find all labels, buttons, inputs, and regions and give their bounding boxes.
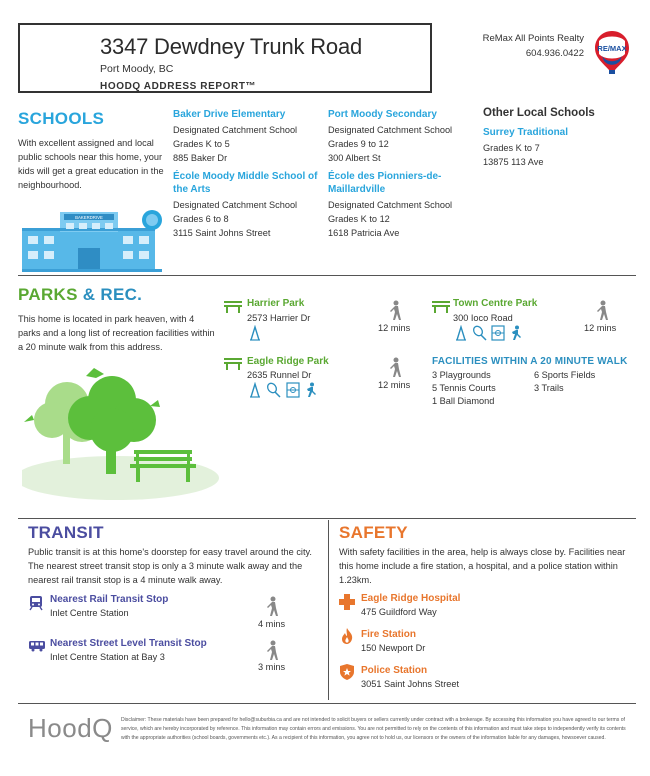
park-illustration xyxy=(22,360,227,500)
school-grades: Grades K to 7 xyxy=(483,143,540,153)
school-name[interactable]: Surrey Traditional xyxy=(483,127,569,138)
tennis-icon xyxy=(266,382,282,398)
safety-title: SAFETY xyxy=(339,523,408,542)
walk-time: 12 mins xyxy=(378,323,411,333)
safety-facility-name[interactable]: Police Station xyxy=(361,665,428,676)
city-line: Port Moody, BC xyxy=(100,63,174,75)
walking-person-icon xyxy=(596,300,610,322)
walk-time: 3 mins xyxy=(258,662,286,672)
school-type: Designated Catchment School xyxy=(173,200,298,210)
flame-icon xyxy=(341,628,353,644)
trail-runner-icon xyxy=(305,382,317,398)
walk-time: 12 mins xyxy=(378,380,411,390)
school-sign-text: BAKERDRIVE xyxy=(75,215,103,220)
school-building-icon xyxy=(22,206,168,272)
police-badge-icon xyxy=(340,664,354,680)
remax-logo-text: RE/MAX xyxy=(597,44,627,53)
parks-title-rec: & REC. xyxy=(82,285,143,304)
parks-title xyxy=(18,285,142,305)
walking-person-icon xyxy=(389,300,403,322)
playground-icon xyxy=(248,325,262,341)
school-card xyxy=(483,126,633,169)
school-address: 1618 Patricia Ave xyxy=(328,228,400,238)
park-bench-icon xyxy=(224,356,242,370)
facility-item: 5 Tennis Courts xyxy=(432,383,496,393)
school-address: 300 Albert St xyxy=(328,153,381,163)
school-address: 885 Baker Dr xyxy=(173,153,228,163)
park-name[interactable]: Town Centre Park xyxy=(453,298,538,309)
safety-facility-address: 150 Newport Dr xyxy=(361,643,426,653)
parks-intro: This home is located in park heaven, with 4 parks and a long list of recreation facilities within a 20 minute walk from this address. xyxy=(18,314,215,352)
walk-time: 4 mins xyxy=(258,619,286,629)
section-divider xyxy=(18,703,636,704)
school-grades: Grades K to 12 xyxy=(328,214,390,224)
facility-item: 1 Ball Diamond xyxy=(432,396,495,406)
disclaimer-text: Disclaimer: These materials have been prepared for hello@suburbia.ca and are not intended to solicit buyers or sellers currently under contract with a brokerage. By accessing this information you have agreed to our terms of service, which are hereby incorporated by reference. This information may contain errors and emissions. You are not permitted to rely on the contents of this information and must take steps to independently verify its contents with the appropriate authorities (school boards, governments etc.). As a recipient of this information, you agree not to hold us, our licensors or the owners of the information liable for any damages, howsoever caused. xyxy=(121,717,626,741)
playground-icon xyxy=(248,382,262,398)
school-name[interactable]: Port Moody Secondary xyxy=(328,109,437,120)
safety-facility-name[interactable]: Eagle Ridge Hospital xyxy=(361,593,461,604)
school-card xyxy=(328,108,478,165)
section-divider xyxy=(18,275,636,276)
trail-runner-icon xyxy=(510,325,522,341)
school-type: Designated Catchment School xyxy=(328,125,453,135)
column-divider xyxy=(328,520,329,700)
facility-item: 3 Playgrounds xyxy=(432,370,491,380)
park-address: 2635 Runnel Dr xyxy=(247,370,312,380)
school-type: Designated Catchment School xyxy=(173,125,298,135)
section-divider xyxy=(18,518,636,519)
school-name[interactable]: École des Pionniers-de-Maillardville xyxy=(328,171,442,195)
address-header xyxy=(18,23,432,93)
school-name[interactable]: École Moody Middle School of the Arts xyxy=(173,171,318,195)
transit-stop-location: Inlet Centre Station xyxy=(50,608,129,618)
train-icon xyxy=(29,595,43,611)
transit-title: TRANSIT xyxy=(28,523,104,542)
tennis-icon xyxy=(472,325,488,341)
school-type: Designated Catchment School xyxy=(328,200,453,210)
park-bench-icon xyxy=(432,299,450,313)
hospital-cross-icon xyxy=(339,594,355,610)
transit-stop-name[interactable]: Nearest Rail Transit Stop xyxy=(50,594,169,605)
facility-item: 6 Sports Fields xyxy=(534,370,596,380)
walk-time: 12 mins xyxy=(584,323,617,333)
park-address: 2573 Harrier Dr xyxy=(247,313,311,323)
safety-facility-name[interactable]: Fire Station xyxy=(361,629,417,640)
sports-field-icon xyxy=(286,382,300,398)
realtor-name: ReMax All Points Realty xyxy=(482,33,584,44)
other-schools-title: Other Local Schools xyxy=(483,107,595,119)
schools-intro: With excellent assigned and local public schools near this home, your kids will get a great education in the neighbourhood. xyxy=(18,138,164,190)
school-grades: Grades K to 5 xyxy=(173,139,230,149)
facilities-title: FACILITIES WITHIN A 20 MINUTE WALK xyxy=(432,356,628,367)
facility-item: 3 Trails xyxy=(534,383,564,393)
bus-icon xyxy=(28,640,46,652)
school-card xyxy=(173,108,323,165)
walking-person-icon xyxy=(389,357,403,379)
park-bench-icon xyxy=(224,299,242,313)
school-grades: Grades 6 to 8 xyxy=(173,214,229,224)
safety-facility-address: 475 Guildford Way xyxy=(361,607,437,617)
school-grades: Grades 9 to 12 xyxy=(328,139,389,149)
parks-title-main: PARKS xyxy=(18,285,78,304)
street-address: 3347 Dewdney Trunk Road xyxy=(100,34,363,59)
school-address: 13875 113 Ave xyxy=(483,157,544,167)
school-card xyxy=(173,170,323,240)
playground-icon xyxy=(454,325,468,341)
park-name[interactable]: Eagle Ridge Park xyxy=(247,356,329,367)
report-title: HOODQ ADDRESS REPORT™ xyxy=(100,81,257,92)
park-address: 300 Ioco Road xyxy=(453,313,513,323)
transit-intro: Public transit is at this home's doorstep for easy travel around the city. The nearest street transit stop is only a 3 minute walk away and the nearest rail transit stop is a 4 minute walk away. xyxy=(28,547,312,585)
walking-person-icon xyxy=(266,640,280,662)
school-address: 3115 Saint Johns Street xyxy=(173,228,271,238)
realtor-phone: 604.936.0422 xyxy=(525,48,584,59)
school-name[interactable]: Baker Drive Elementary xyxy=(173,109,286,120)
sports-field-icon xyxy=(491,325,505,341)
remax-balloon-icon xyxy=(594,30,630,78)
safety-facility-address: 3051 Saint Johns Street xyxy=(361,679,460,689)
transit-stop-name[interactable]: Nearest Street Level Transit Stop xyxy=(50,638,207,649)
schools-title: SCHOOLS xyxy=(18,109,105,128)
transit-stop-location: Inlet Centre Station at Bay 3 xyxy=(50,652,165,662)
school-card xyxy=(328,170,468,240)
safety-intro: With safety facilities in the area, help is always close by. Facilities near this home include a fire station, a hospital, and a police station within 1.23km. xyxy=(339,547,626,585)
walking-person-icon xyxy=(266,596,280,618)
hoodq-logo: HoodQ xyxy=(28,713,113,743)
park-name[interactable]: Harrier Park xyxy=(247,298,305,309)
